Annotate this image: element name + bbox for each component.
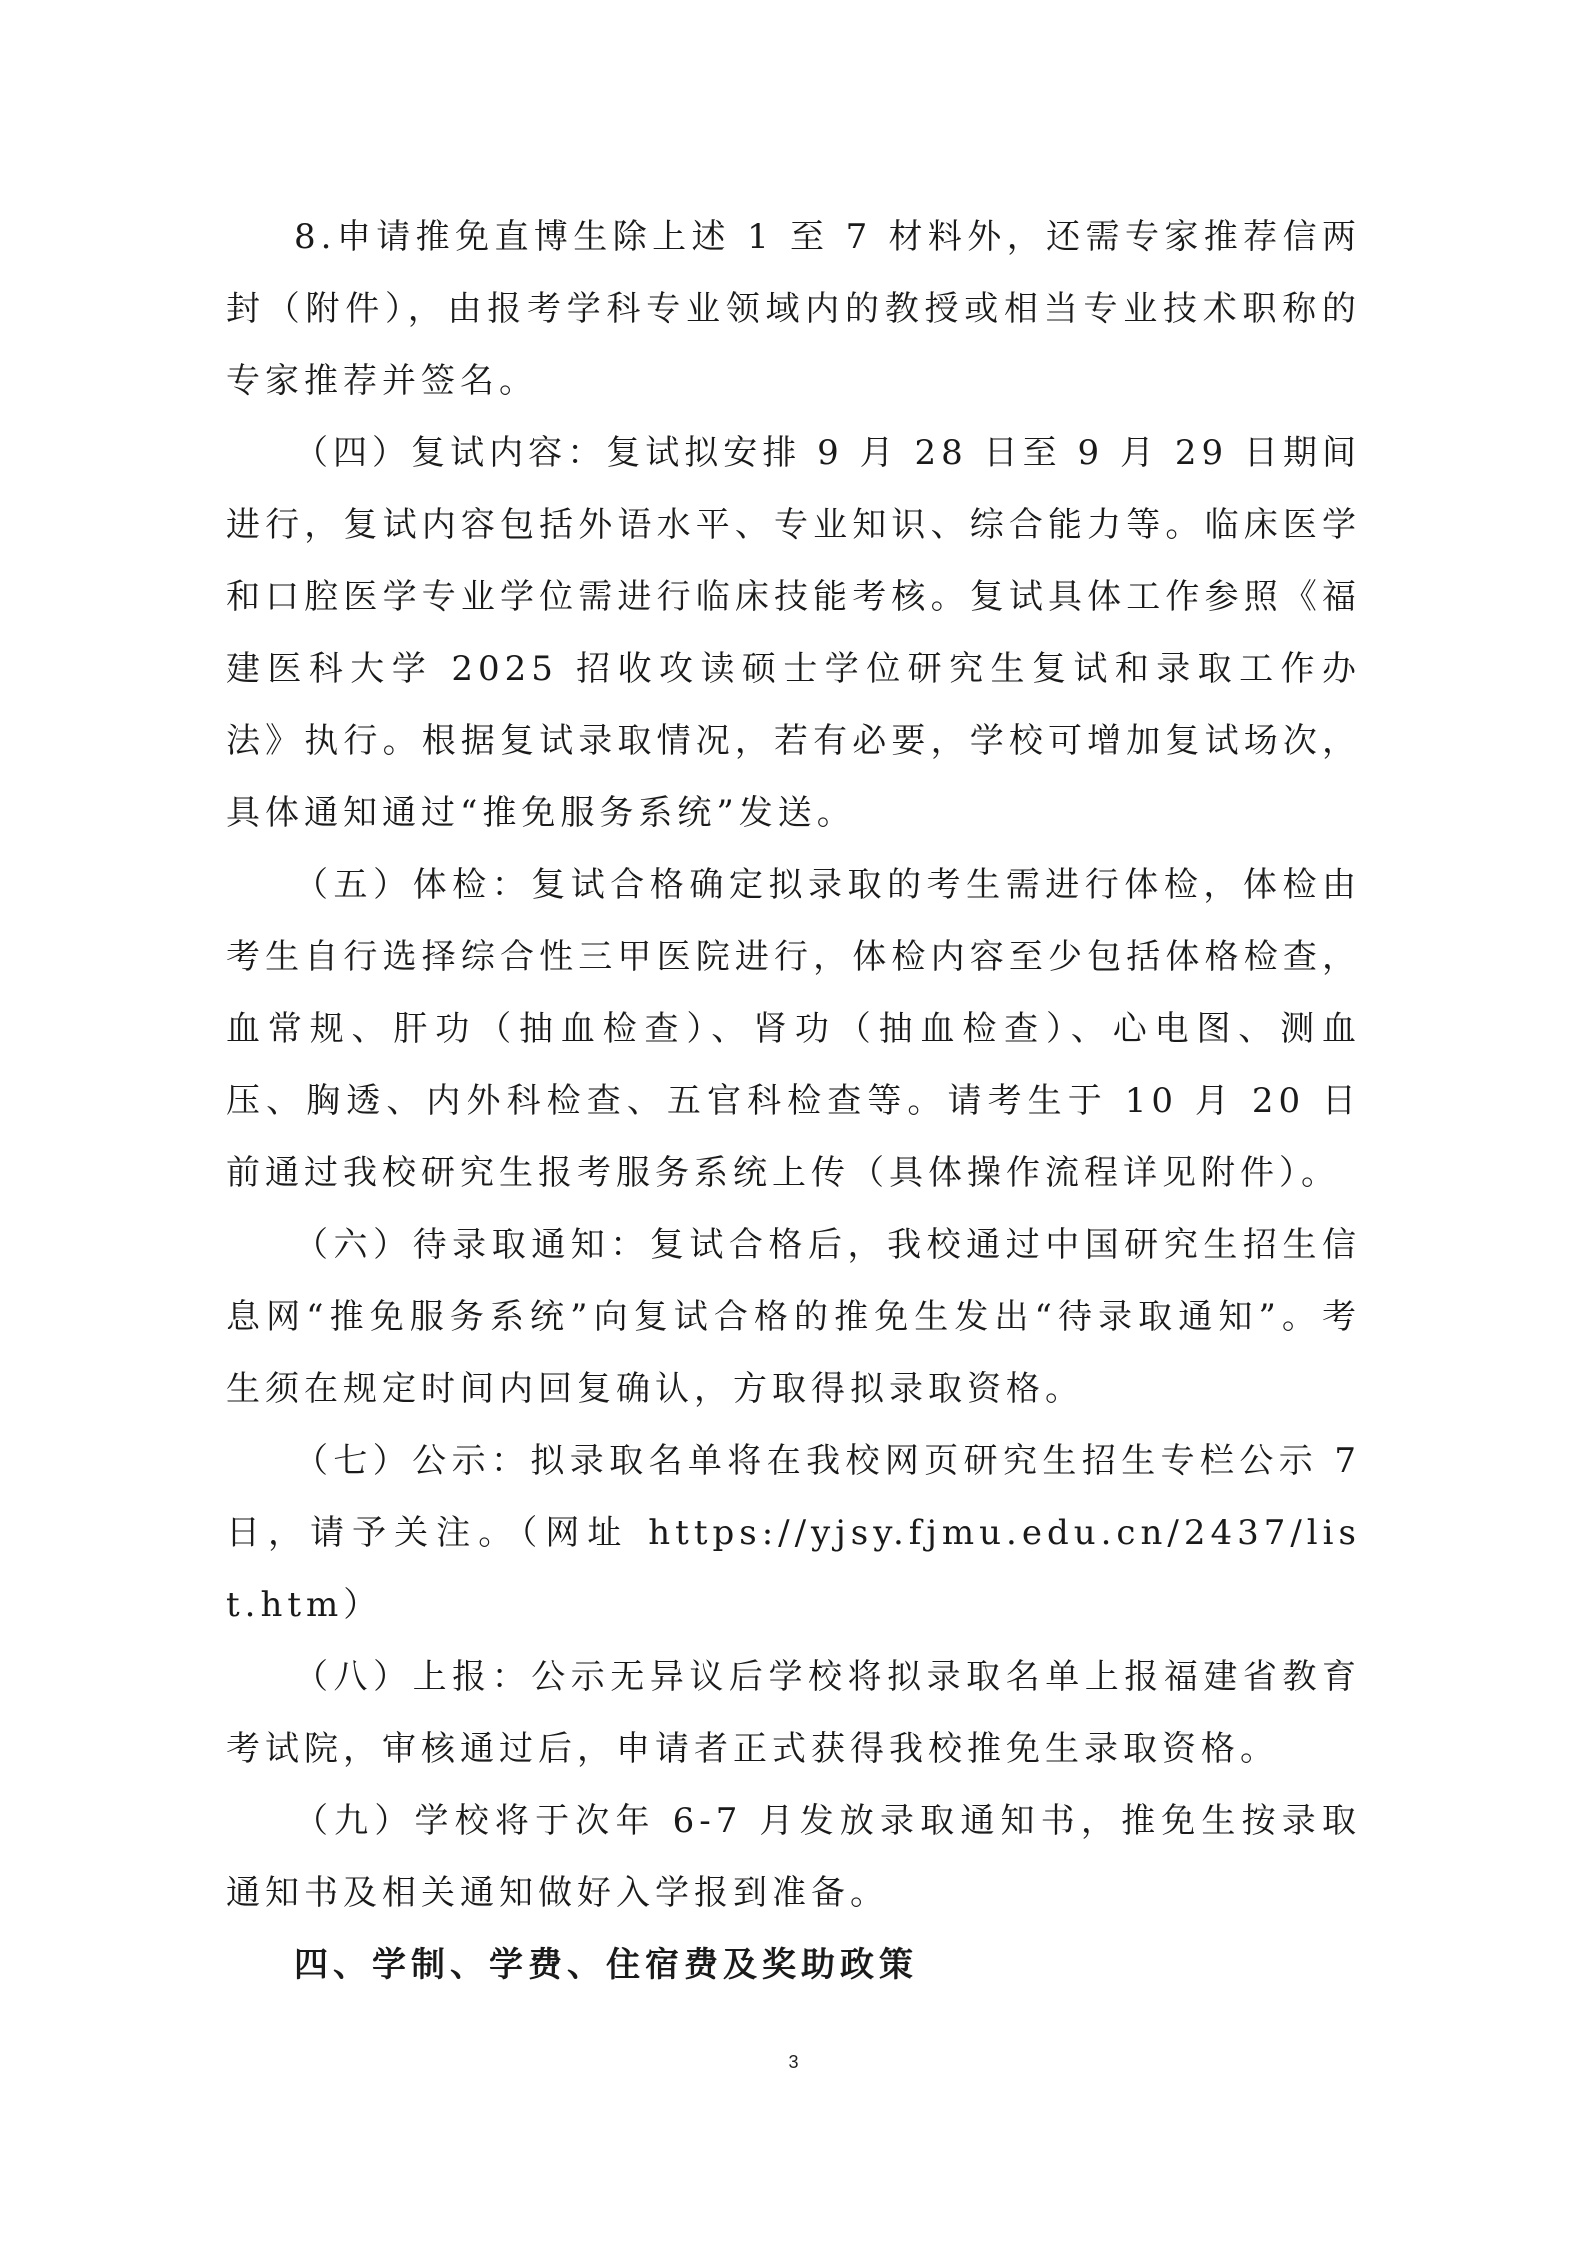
document-body [226, 201, 1361, 2001]
section-heading: 四、学制、学费、住宿费及奖助政策 [294, 1945, 918, 1985]
paragraph-retest-content: （四）复试内容：复试拟安排 9 月 28 日至 9 月 29 日期间进行，复试内容包括外语水平、专业知识、综合能力等。临床医学和口腔医学专业学位需进行临床技能考核。复试具体工作参照《福建医科大学 2025 招收攻读硕士学位研究生复试和录取工作办法》执行。根据复试录取情况，若有必要，学校可增加复试场次，具体通知通过“推免服务系统”发送。 [226, 433, 1361, 833]
paragraph-pending-admission-notice: （六）待录取通知：复试合格后，我校通过中国研究生招生信息网“推免服务系统”向复试合格的推免生发出“待录取通知”。考生须在规定时间内回复确认，方取得拟录取资格。 [226, 1225, 1361, 1409]
page-number: 3 [788, 2052, 799, 2072]
paragraph-report-submission: （八）上报：公示无异议后学校将拟录取名单上报福建省教育考试院，审核通过后，申请者正式获得我校推免生录取资格。 [226, 1657, 1361, 1769]
paragraph-admission-letter: （九）学校将于次年 6-7 月发放录取通知书，推免生按录取通知书及相关通知做好入学报到准备。 [226, 1801, 1361, 1913]
paragraph-public-announcement: （七）公示：拟录取名单将在我校网页研究生招生专栏公示 7 日，请予关注。（网址 https://yjsy.fjmu.edu.cn/2437/list.htm） [226, 1441, 1361, 1625]
paragraph-expert-recommendation: 8.申请推免直博生除上述 1 至 7 材料外，还需专家推荐信两封（附件），由报考学科专业领域内的教授或相当专业技术职称的专家推荐并签名。 [226, 217, 1361, 401]
paragraph-physical-exam: （五）体检：复试合格确定拟录取的考生需进行体检，体检由考生自行选择综合性三甲医院进行，体检内容至少包括体格检查，血常规、肝功（抽血检查）、肾功（抽血检查）、心电图、测血压、胸透、内外科检查、五官科检查等。请考生于 10 月 20 日前通过我校研究生报考服务系统上传（具体操作流程详见附件）。 [226, 865, 1361, 1193]
